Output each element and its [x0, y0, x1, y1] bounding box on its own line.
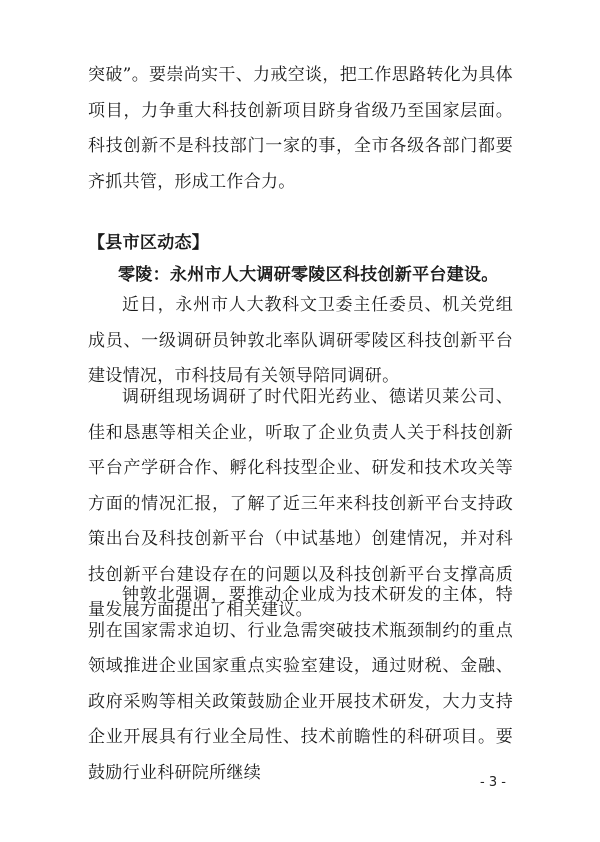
page-number: - 3 - — [480, 775, 506, 790]
paragraph-block-1 — [88, 288, 513, 395]
continued-paragraph: 突破”。要崇尚实干、力戒空谈，把工作思路转化为具体项目，力争重大科技创新项目跻身省级乃至国家层面。科技创新不是科技部门一家的事，全市各级各部门都要齐抓共管，形成工作合力。 — [88, 65, 513, 192]
paragraph-1: 近日，永州市人大教科文卫委主任委员、机关党组成员、一级调研员钟敦北率队调研零陵区科技创新平台建设情况，市科技局有关领导陪同调研。 — [88, 295, 513, 386]
section-heading: 【县市区动态】 — [88, 233, 210, 253]
article-sub-heading: 零陵：永州市人大调研零陵区科技创新平台建设。 — [118, 265, 499, 285]
paragraph-block-3 — [88, 578, 513, 791]
paragraph-2: 调研组现场调研了时代阳光药业、德诺贝莱公司、佳和恳惠等相关企业，听取了企业负责人关于科技创新平台产学研合作、孵化科技型企业、研发和技术攻关等方面的情况汇报，了解了近三年来科技创新平台支持政策出台及科技创新平台（中试基地）创建情况，并对科技创新平台建设存在的问题以及科技创新平台支撑高质量发展方面提出了相关建议。 — [88, 387, 513, 620]
continued-paragraph-block — [88, 58, 513, 200]
paragraph-3: 钟敦北强调，要推动企业成为技术研发的主体，特别在国家需求迫切、行业急需突破技术瓶颈制约的重点领域推进企业国家重点实验室建设，通过财税、金融、政府采购等相关政策鼓励企业开展技术研发，大力支持企业开展具有行业全局性、技术前瞻性的科研项目。要鼓励行业科研院所继续 — [88, 585, 513, 783]
